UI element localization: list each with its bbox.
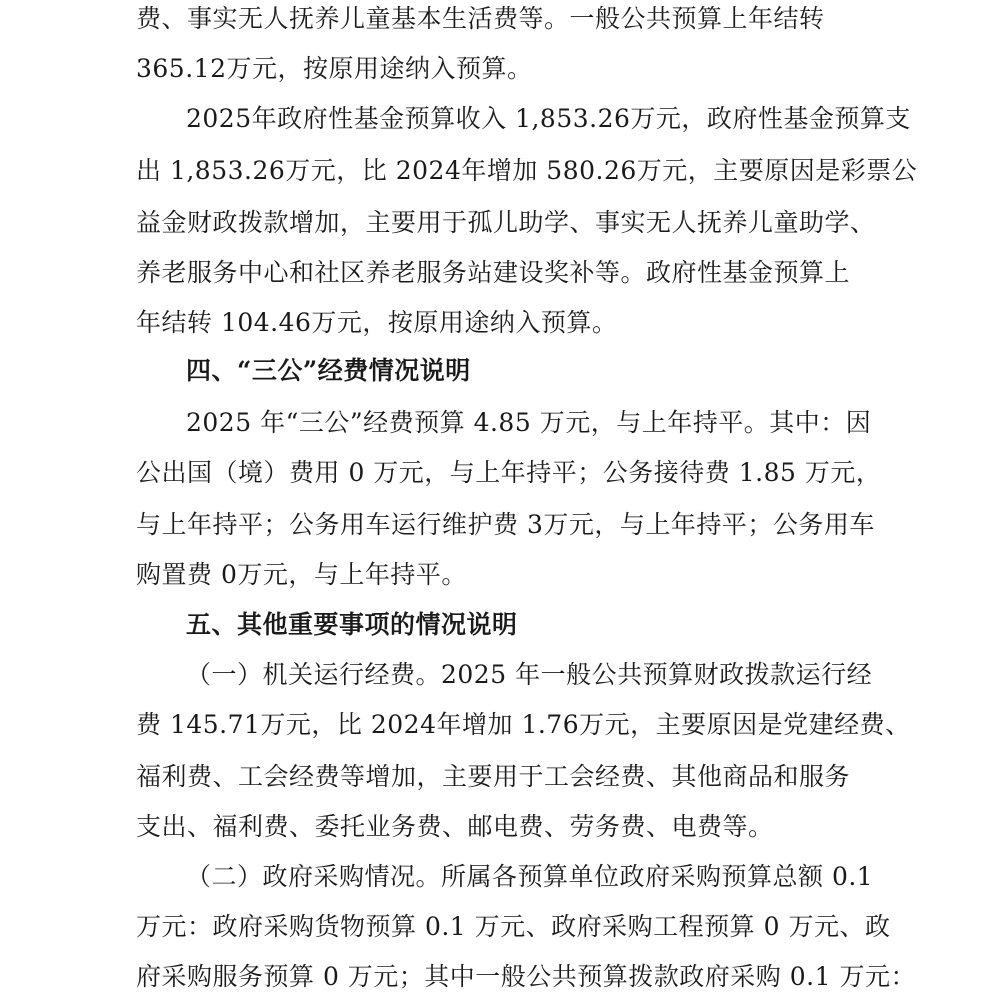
paragraph-line: 公出国（境）费用 0 万元，与上年持平；公务接待费 1.85 万元，	[136, 458, 882, 487]
paragraph-line: 益金财政拨款增加，主要用于孤儿助学、事实无人抚养儿童助学、	[136, 208, 876, 237]
paragraph-line: 养老服务中心和社区养老服务站建设奖补等。政府性基金预算上	[136, 258, 851, 287]
paragraph-line: 与上年持平；公务用车运行维护费 3万元，与上年持平；公务用车	[136, 510, 875, 539]
paragraph-line: 费、事实无人抚养儿童基本生活费等。一般公共预算上年结转	[136, 4, 825, 33]
paragraph-line: （一）机关运行经费。2025 年一般公共预算财政拨款运行经	[186, 660, 873, 689]
paragraph-line: 购置费 0万元，与上年持平。	[136, 560, 467, 589]
paragraph-line: 365.12万元，按原用途纳入预算。	[136, 54, 533, 83]
paragraph-line: 年结转 104.46万元，按原用途纳入预算。	[136, 308, 618, 337]
paragraph-line: 出 1,853.26万元，比 2024年增加 580.26万元，主要原因是彩票公	[136, 156, 918, 185]
paragraph-line: 2025年政府性基金预算收入 1,853.26万元，政府性基金预算支	[186, 104, 911, 133]
paragraph-line: 府采购服务预算 0 万元；其中一般公共预算拨款政府采购 0.1 万元：	[136, 962, 916, 991]
paragraph-line: （二）政府采购情况。所属各预算单位政府采购预算总额 0.1	[186, 862, 874, 891]
section-heading: 五、其他重要事项的情况说明	[186, 610, 518, 639]
paragraph-line: 支出、福利费、委托业务费、邮电费、劳务费、电费等。	[136, 812, 774, 841]
paragraph-line: 费 145.71万元，比 2024年增加 1.76万元，主要原因是党建经费、	[136, 710, 911, 739]
section-heading: 四、“三公”经费情况说明	[186, 356, 471, 385]
paragraph-line: 福利费、工会经费等增加，主要用于工会经费、其他商品和服务	[136, 762, 851, 791]
paragraph-line: 2025 年“三公”经费预算 4.85 万元，与上年持平。其中：因	[186, 408, 872, 437]
paragraph-line: 万元：政府采购货物预算 0.1 万元、政府采购工程预算 0 万元、政	[136, 912, 891, 941]
